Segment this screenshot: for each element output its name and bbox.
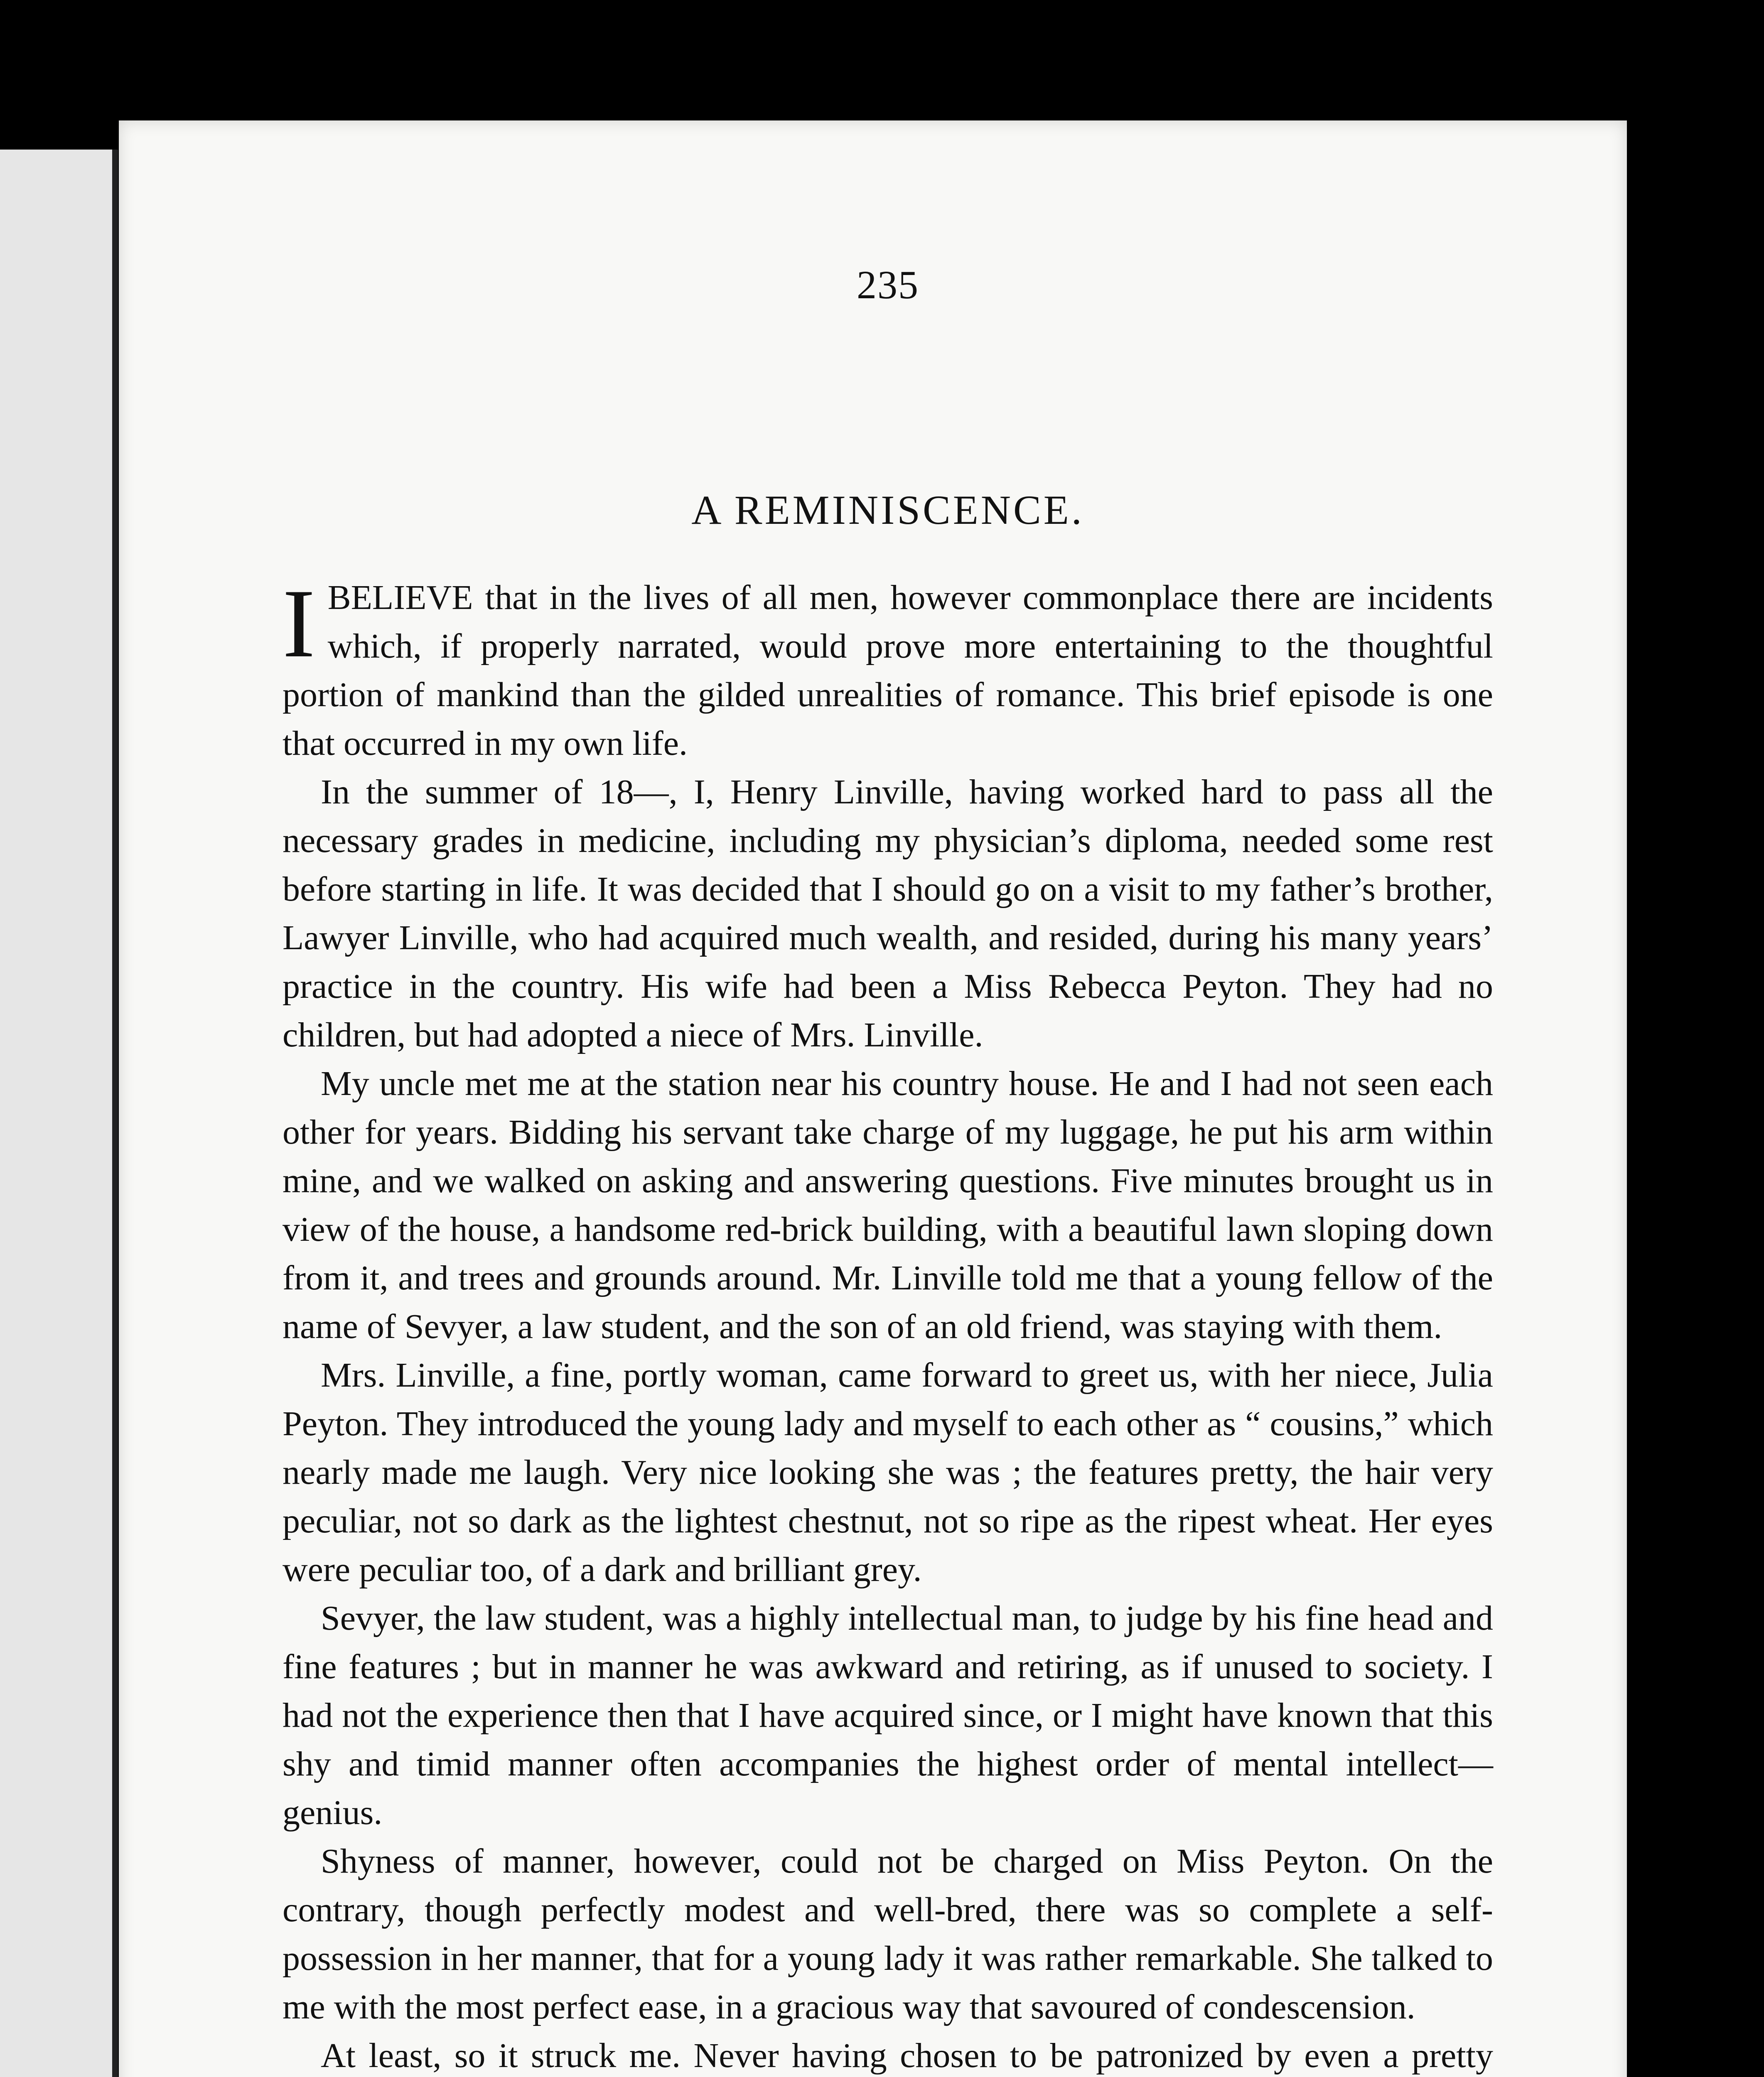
page-number: 235 (857, 263, 919, 307)
paragraph-7: At least, so it struck me. Never having chosen to be patronized by even a pretty (321, 2036, 1493, 2075)
book-page (119, 120, 1627, 2077)
body-text (283, 570, 1493, 2077)
drop-cap: I (283, 570, 315, 678)
facing-page-edge (0, 150, 118, 2077)
paragraph-1-text: BELIEVE that in the lives of all men, however commonplace there are incidents which, if properly narrated, would prove more entertaining to the thoughtful portion of mankind than the gilded unrealities of romance. This brief episode is one that occurred in my own life. (283, 578, 1493, 763)
chapter-title: A REMINISCENCE. (691, 487, 1084, 533)
paragraph-1 (283, 570, 1493, 768)
paragraph-2: In the summer of 18—, I, Henry Linville, having worked hard to pass all the necessary grades in medicine, including my physician’s diploma, needed some rest before starting in life. It was decided that I should go on a visit to my father’s brother, Lawyer Linville, who had acquired much wealth, and resided, during his many years’ practice in the country. His wife had been a Miss Rebecca Peyton. They had no children, but had adopted a niece of Mrs. Linville. (283, 773, 1493, 1054)
paragraph-6: Shyness of manner, however, could not be charged on Miss Peyton. On the contrary, though perfectly modest and well-bred, there was so complete a self-possession in her manner, that for a young lady it was rather remarkable. She talked to me with the most perfect ease, in a gracious way that savoured of condescension. (283, 1842, 1493, 2026)
paragraph-5: Sevyer, the law student, was a highly intellectual man, to judge by his fine head and fine features ; but in manner he was awkward and retiring, as if unused to society. I had not the experience then that I have acquired since, or I might have known that this shy and timid manner often accompanies the highest order of mental intellect— genius. (283, 1599, 1493, 1832)
paragraph-4: Mrs. Linville, a fine, portly woman, came forward to greet us, with her niece, Julia Peyton. They introduced the young lady and myself to each other as “ cousins,” which nearly made me laugh. Very nice looking she was ; the features pretty, the hair very peculiar, not so dark as the lightest chestnut, not so ripe as the ripest wheat. Her eyes were peculiar too, of a dark and brilliant grey. (283, 1356, 1493, 1589)
paragraph-3: My uncle met me at the station near his country house. He and I had not seen each other for years. Bidding his servant take charge of my luggage, he put his arm within mine, and we walked on asking and answering questions. Five minutes brought us in view of the house, a handsome red-brick building, with a beautiful lawn sloping down from it, and trees and grounds around. Mr. Linville told me that a young fellow of the name of Sevyer, a law student, and the son of an old friend, was staying with them. (283, 1064, 1493, 1346)
